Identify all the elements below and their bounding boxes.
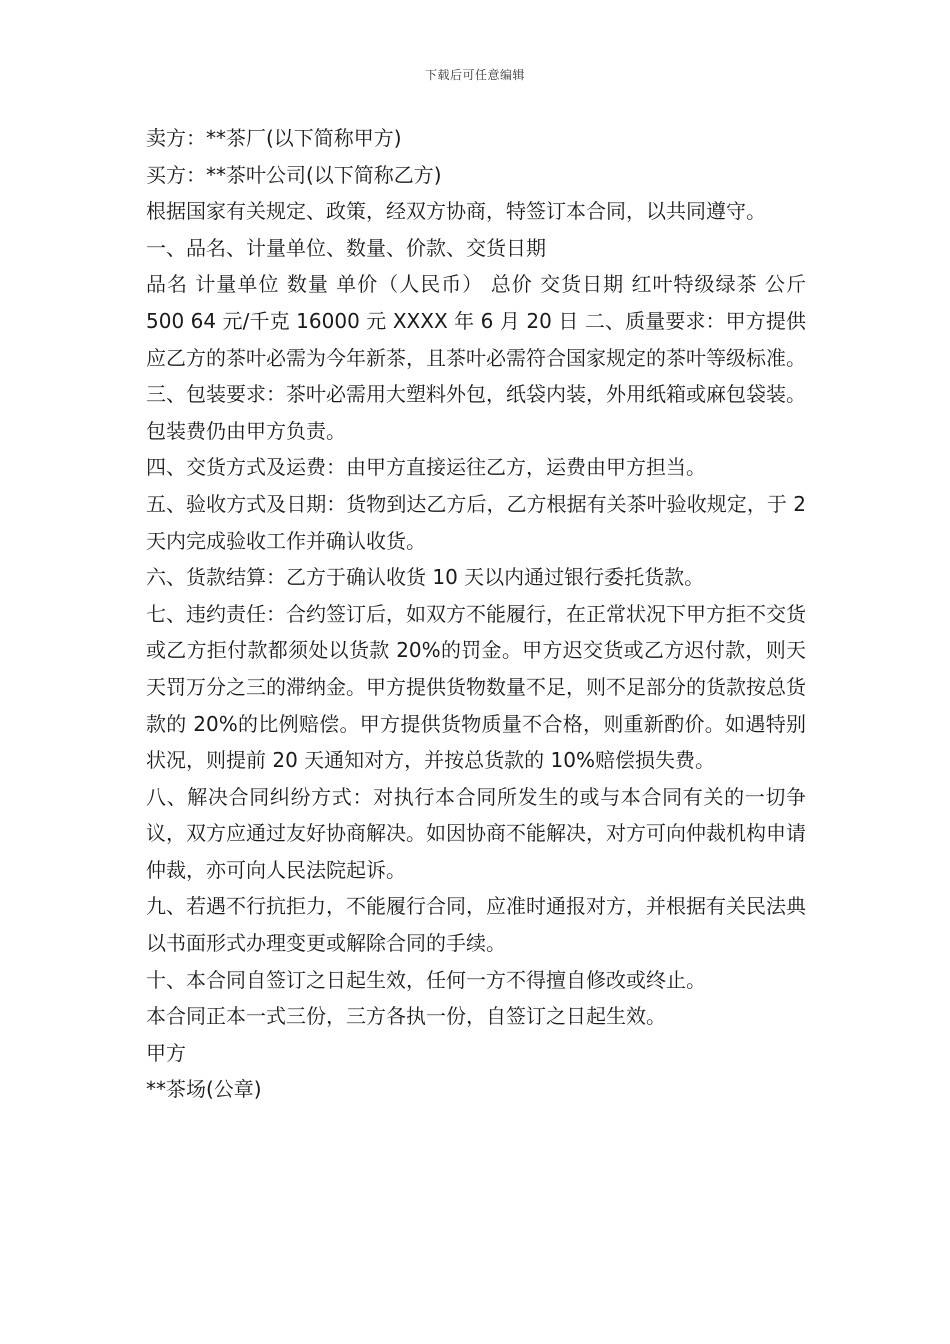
clause-4-paragraph: 四、交货方式及运费：由甲方直接运往乙方，运费由甲方担当。: [146, 455, 706, 480]
preamble-paragraph: 根据国家有关规定、政策，经双方协商，特签订本合同，以共同遵守。: [146, 199, 766, 224]
clause-8-paragraph: 八、解决合同纠纷方式：对执行本合同所发生的或与本合同有关的一切争议，双方应通过友好协商解决。如因协商不能解决，对方可向仲裁机构申请仲裁，亦可向人民法院起诉。: [146, 784, 806, 882]
clause-1-2-paragraph: 品名 计量单位 数量 单价（人民币） 总价 交货日期 红叶特级绿茶 公斤 500 64 元/千克 16000 元 XXXX 年 6 月 20 日 二、质量要求：甲方提供应乙方的茶叶必需为今年新茶，且茶叶必需符合国家规定的茶叶等级标准。: [146, 272, 806, 370]
header-note: 下载后可任意编辑: [424, 68, 525, 82]
contract-body: [146, 120, 806, 1108]
clause-7-paragraph: 七、违约责任：合约签订后，如双方不能履行，在正常状况下甲方拒不交货或乙方拒付款都须处以货款 20%的罚金。甲方迟交货或乙方迟付款，则天天罚万分之三的滞纳金。甲方提供货物数量不足，则不足部分的货款按总货款的 20%的比例赔偿。甲方提供货物质量不合格，则重新酌价。如遇特别状况，则提前 20 天通知对方，并按总货款的 10%赔偿损失费。: [146, 601, 806, 773]
clause-6-paragraph: 六、货款结算：乙方于确认收货 10 天以内通过银行委托货款。: [146, 565, 705, 590]
clause-9-paragraph: 九、若遇不行抗拒力，不能履行合同，应准时通报对方，并根据有关民法典以书面形式办理变更或解除合同的手续。: [146, 894, 806, 956]
party-a-seal-line: **茶场(公章): [146, 1077, 262, 1102]
clause-5-paragraph: 五、验收方式及日期：货物到达乙方后，乙方根据有关茶叶验收规定，于 2 天内完成验收工作并确认收货。: [146, 491, 806, 553]
clause-10-paragraph: 十、本合同自签订之日起生效，任何一方不得擅自修改或终止。: [146, 967, 706, 992]
buyer-line: 买方：**茶叶公司(以下简称乙方): [146, 162, 442, 187]
party-a-label: 甲方: [146, 1040, 186, 1065]
clause-1-heading: 一、品名、计量单位、数量、价款、交货日期: [146, 235, 546, 260]
seller-line: 卖方：**茶厂(以下简称甲方): [146, 126, 402, 150]
clause-3-paragraph: 三、包装要求：茶叶必需用大塑料外包，纸袋内装，外用纸箱或麻包袋装。包装费仍由甲方负责。: [146, 382, 806, 443]
copies-paragraph: 本合同正本一式三份，三方各执一份，自签订之日起生效。: [146, 1004, 666, 1029]
